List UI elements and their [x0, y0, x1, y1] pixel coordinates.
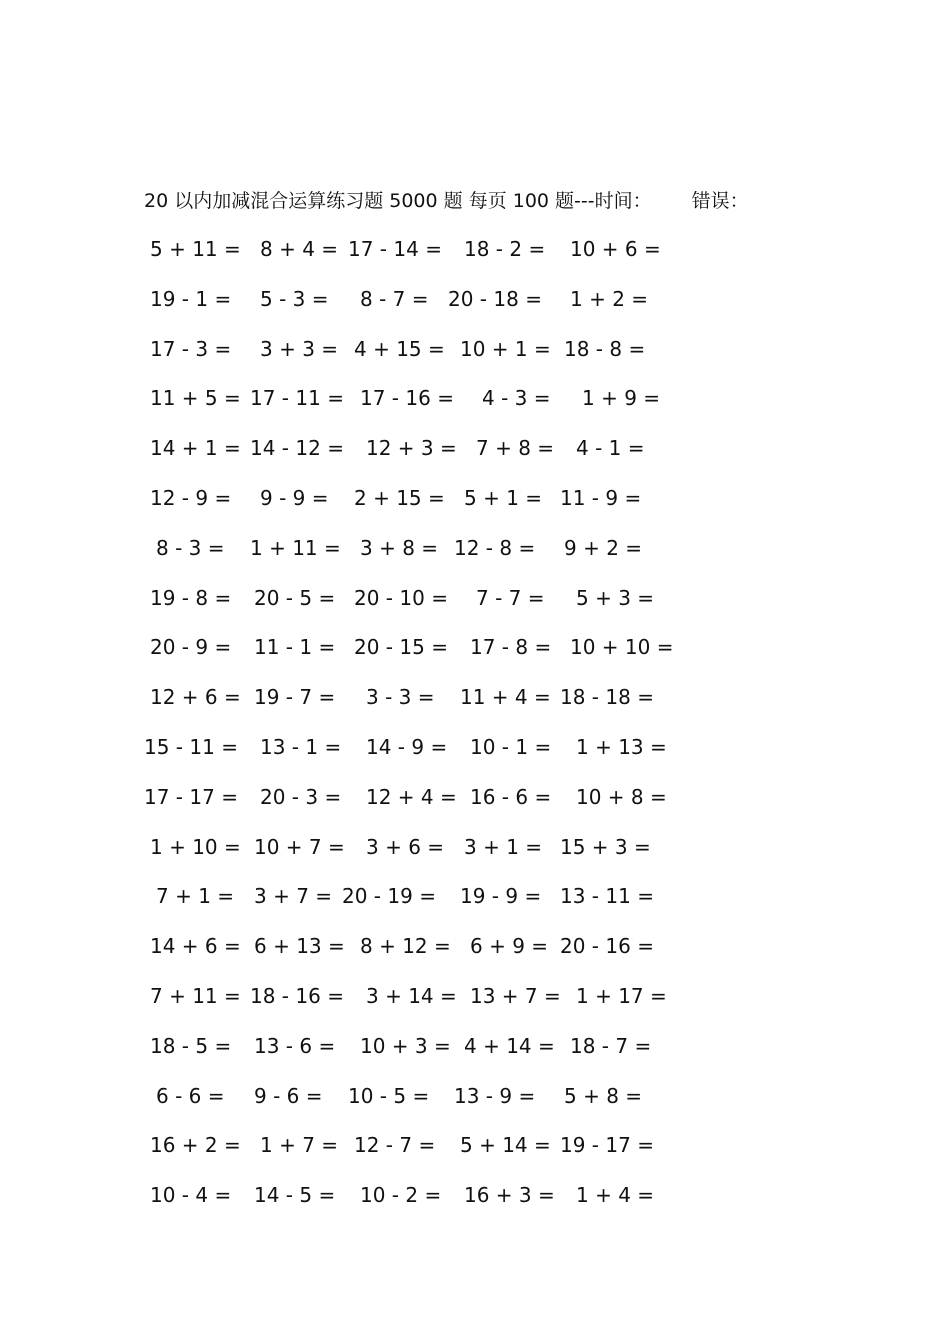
problem-cell: 3 + 6 =	[366, 834, 445, 859]
problem-cell: 18 - 18 =	[560, 685, 654, 710]
problem-cell: 3 - 3 =	[366, 685, 435, 710]
problem-cell: 5 + 1 =	[464, 485, 543, 510]
problem-cell: 9 - 9 =	[260, 485, 329, 510]
problem-cell: 5 + 8 =	[564, 1083, 643, 1108]
problem-cell: 8 + 12 =	[360, 934, 451, 959]
problem-cell: 1 + 4 =	[576, 1183, 655, 1208]
problem-cell: 18 - 7 =	[570, 1033, 652, 1058]
problem-cell: 17 - 11 =	[250, 386, 344, 411]
problem-cell: 11 - 9 =	[560, 485, 642, 510]
problem-cell: 11 - 1 =	[254, 635, 336, 660]
problem-cell: 20 - 15 =	[354, 635, 448, 660]
errors-label: 错误：	[691, 190, 749, 212]
problem-cell: 10 + 10 =	[570, 635, 674, 660]
problem-cell: 13 - 11 =	[560, 884, 654, 909]
problem-cell: 6 + 9 =	[470, 934, 549, 959]
problem-cell: 15 + 3 =	[560, 834, 651, 859]
problem-cell: 13 - 9 =	[454, 1083, 536, 1108]
problem-cell: 1 + 10 =	[150, 834, 241, 859]
problem-cell: 11 + 5 =	[150, 386, 241, 411]
problem-cell: 17 - 14 =	[348, 237, 442, 261]
problem-cell: 17 - 17 =	[144, 784, 238, 809]
problem-cell: 3 + 14 =	[366, 983, 457, 1008]
problem-cell: 3 + 7 =	[254, 884, 333, 909]
problem-cell: 14 - 12 =	[250, 436, 344, 461]
problem-cell: 13 - 1 =	[260, 734, 342, 759]
problem-cell: 17 - 16 =	[360, 386, 454, 411]
problem-cell: 5 - 3 =	[260, 286, 329, 311]
problem-cell: 7 + 8 =	[476, 436, 555, 461]
problem-cell: 14 - 9 =	[366, 734, 448, 759]
problem-cell: 16 + 2 =	[150, 1133, 241, 1158]
problem-cell: 20 - 10 =	[354, 585, 448, 610]
problem-cell: 10 - 4 =	[150, 1183, 232, 1208]
problem-cell: 18 - 8 =	[564, 336, 646, 361]
problem-cell: 5 + 3 =	[576, 585, 655, 610]
problem-cell: 8 - 3 =	[156, 535, 225, 560]
problem-cell: 10 + 8 =	[576, 784, 667, 809]
problem-cell: 10 - 1 =	[470, 734, 552, 759]
problem-cell: 1 + 17 =	[576, 983, 667, 1008]
problem-cell: 5 + 11 =	[150, 237, 241, 261]
problem-cell: 20 - 3 =	[260, 784, 342, 809]
problem-cell: 20 - 16 =	[560, 934, 654, 959]
problem-cell: 19 - 1 =	[150, 286, 232, 311]
problem-cell: 18 - 2 =	[464, 237, 546, 261]
problem-cell: 12 - 9 =	[150, 485, 232, 510]
worksheet-title: 20 以内加减混合运算练习题 5000 题 每页 100 题---时间：	[144, 190, 652, 212]
problem-cell: 18 - 5 =	[150, 1033, 232, 1058]
problem-cell: 5 + 14 =	[460, 1133, 551, 1158]
problem-cell: 13 + 7 =	[470, 983, 561, 1008]
problem-cell: 9 + 2 =	[564, 535, 643, 560]
problem-cell: 20 - 19 =	[342, 884, 436, 909]
problem-cell: 4 - 3 =	[482, 386, 551, 411]
problem-cell: 3 + 3 =	[260, 336, 339, 361]
problem-cell: 6 + 13 =	[254, 934, 345, 959]
problem-cell: 1 + 11 =	[250, 535, 341, 560]
problem-cell: 14 + 6 =	[150, 934, 241, 959]
problem-cell: 19 - 8 =	[150, 585, 232, 610]
problem-cell: 19 - 7 =	[254, 685, 336, 710]
problem-cell: 10 + 6 =	[570, 237, 661, 261]
problem-cell: 16 + 3 =	[464, 1183, 555, 1208]
problem-cell: 12 - 7 =	[354, 1133, 436, 1158]
problem-cell: 10 + 1 =	[460, 336, 551, 361]
problem-cell: 12 + 4 =	[366, 784, 457, 809]
problem-cell: 7 + 11 =	[150, 983, 241, 1008]
problem-cell: 19 - 17 =	[560, 1133, 654, 1158]
problem-cell: 12 + 6 =	[150, 685, 241, 710]
problem-cell: 12 + 3 =	[366, 436, 457, 461]
problem-cell: 8 + 4 =	[260, 237, 339, 261]
problem-cell: 20 - 18 =	[448, 286, 542, 311]
problem-cell: 17 - 8 =	[470, 635, 552, 660]
problem-cell: 3 + 1 =	[464, 834, 543, 859]
worksheet-header	[144, 186, 749, 213]
problem-cell: 1 + 9 =	[582, 386, 661, 411]
problem-cell: 8 - 7 =	[360, 286, 429, 311]
problem-cell: 4 + 15 =	[354, 336, 445, 361]
problem-cell: 1 + 7 =	[260, 1133, 339, 1158]
problem-cell: 19 - 9 =	[460, 884, 542, 909]
problem-cell: 7 - 7 =	[476, 585, 545, 610]
problem-cell: 14 - 5 =	[254, 1183, 336, 1208]
problem-cell: 3 + 8 =	[360, 535, 439, 560]
problem-cell: 20 - 5 =	[254, 585, 336, 610]
problem-cell: 14 + 1 =	[150, 436, 241, 461]
problem-cell: 16 - 6 =	[470, 784, 552, 809]
problem-cell: 4 + 14 =	[464, 1033, 555, 1058]
problem-cell: 9 - 6 =	[254, 1083, 323, 1108]
problem-cell: 11 + 4 =	[460, 685, 551, 710]
problem-cell: 1 + 2 =	[570, 286, 649, 311]
problem-cell: 7 + 1 =	[156, 884, 235, 909]
problem-cell: 12 - 8 =	[454, 535, 536, 560]
problem-cell: 10 - 2 =	[360, 1183, 442, 1208]
problem-cell: 18 - 16 =	[250, 983, 344, 1008]
problem-cell: 4 - 1 =	[576, 436, 645, 461]
problem-cell: 17 - 3 =	[150, 336, 232, 361]
problem-cell: 13 - 6 =	[254, 1033, 336, 1058]
problem-cell: 6 - 6 =	[156, 1083, 225, 1108]
problem-cell: 15 - 11 =	[144, 734, 238, 759]
problem-cell: 10 + 7 =	[254, 834, 345, 859]
problem-cell: 20 - 9 =	[150, 635, 232, 660]
problem-cell: 10 - 5 =	[348, 1083, 430, 1108]
problem-cell: 2 + 15 =	[354, 485, 445, 510]
problem-cell: 10 + 3 =	[360, 1033, 451, 1058]
problem-cell: 1 + 13 =	[576, 734, 667, 759]
